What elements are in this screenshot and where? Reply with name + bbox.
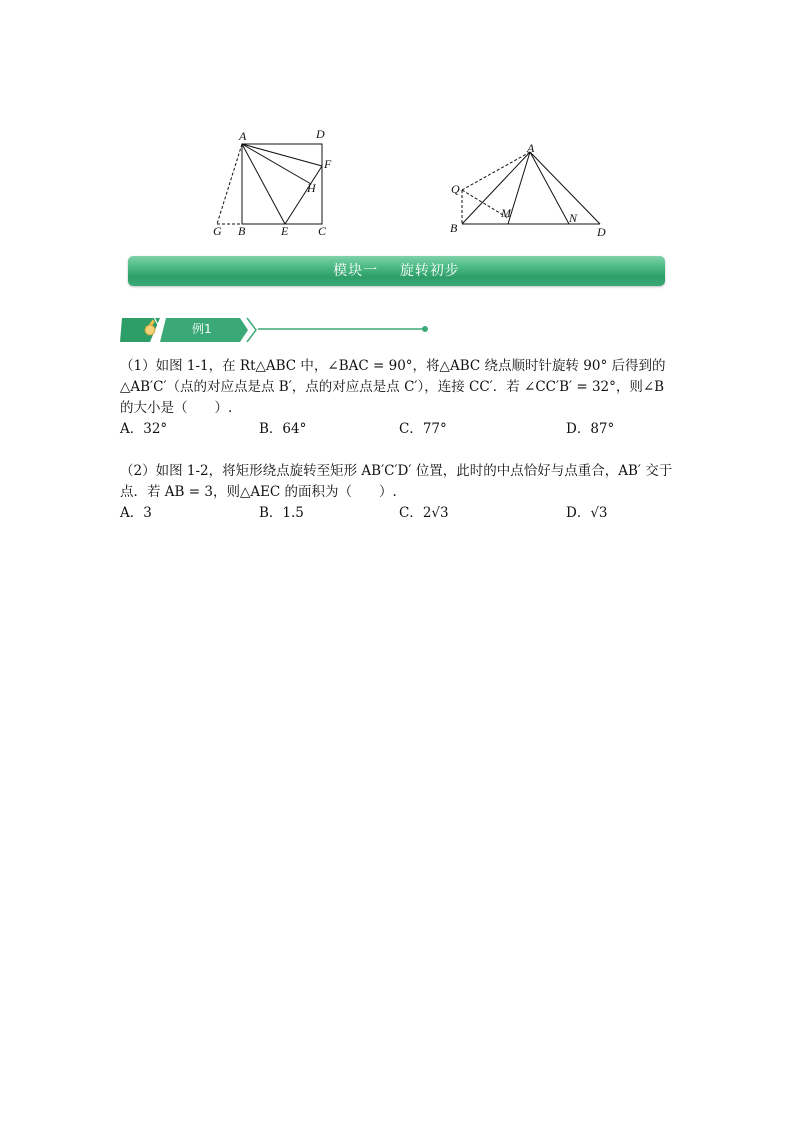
label-F: F [324, 157, 332, 171]
label-B: B [238, 224, 246, 238]
q1-option-c: C．77° [399, 421, 447, 437]
label-G: G [213, 224, 222, 238]
label-D: D [316, 127, 325, 141]
example-label: 例1 [192, 322, 212, 336]
label-Q: Q [451, 182, 460, 196]
q2-option-c: C．2√3 [399, 505, 449, 521]
q2-line2: 点．若 AB = 3，则△AEC 的面积为（ ）. [120, 484, 397, 500]
label-B: B [450, 221, 458, 235]
label-A: A [239, 129, 247, 143]
q1-option-d: D．87° [566, 421, 615, 437]
label-M: M [501, 206, 511, 220]
q1-option-b: B．64° [259, 421, 307, 437]
label-E: E [281, 224, 289, 238]
section-title: 模块一 旋转初步 [333, 263, 460, 279]
label-D: D [597, 225, 606, 239]
label-C: C [318, 224, 327, 238]
label-N: N [569, 211, 578, 225]
q1-line3: 的大小是（ ）. [120, 400, 233, 416]
label-A: A [527, 141, 535, 155]
q2-option-b: B．1.5 [259, 505, 304, 521]
q1-option-a: A．32° [120, 421, 168, 437]
section-banner [128, 256, 665, 286]
q1-line1: （1）如图 1-1，在 Rt△ABC 中，∠BAC = 90°，将△ABC 绕点顺时针旋转 90° 后得到的 [120, 358, 666, 374]
figure-square [205, 124, 340, 239]
q1-line2: △AB′C′（点的对应点是点 B′，点的对应点是点 C′），连接 CC′．若 ∠CC′B′ = 32°，则∠B [120, 379, 665, 395]
q2-option-d: D．√3 [566, 505, 608, 521]
q2-line1: （2）如图 1-2，将矩形绕点旋转至矩形 AB′C′D′ 位置，此时的中点恰好与点重合，AB′ 交于 [120, 463, 673, 479]
figure-triangle [445, 140, 615, 240]
q2-option-a: A．3 [120, 505, 152, 521]
example-header-bar [120, 316, 432, 344]
label-H: H [307, 181, 316, 195]
